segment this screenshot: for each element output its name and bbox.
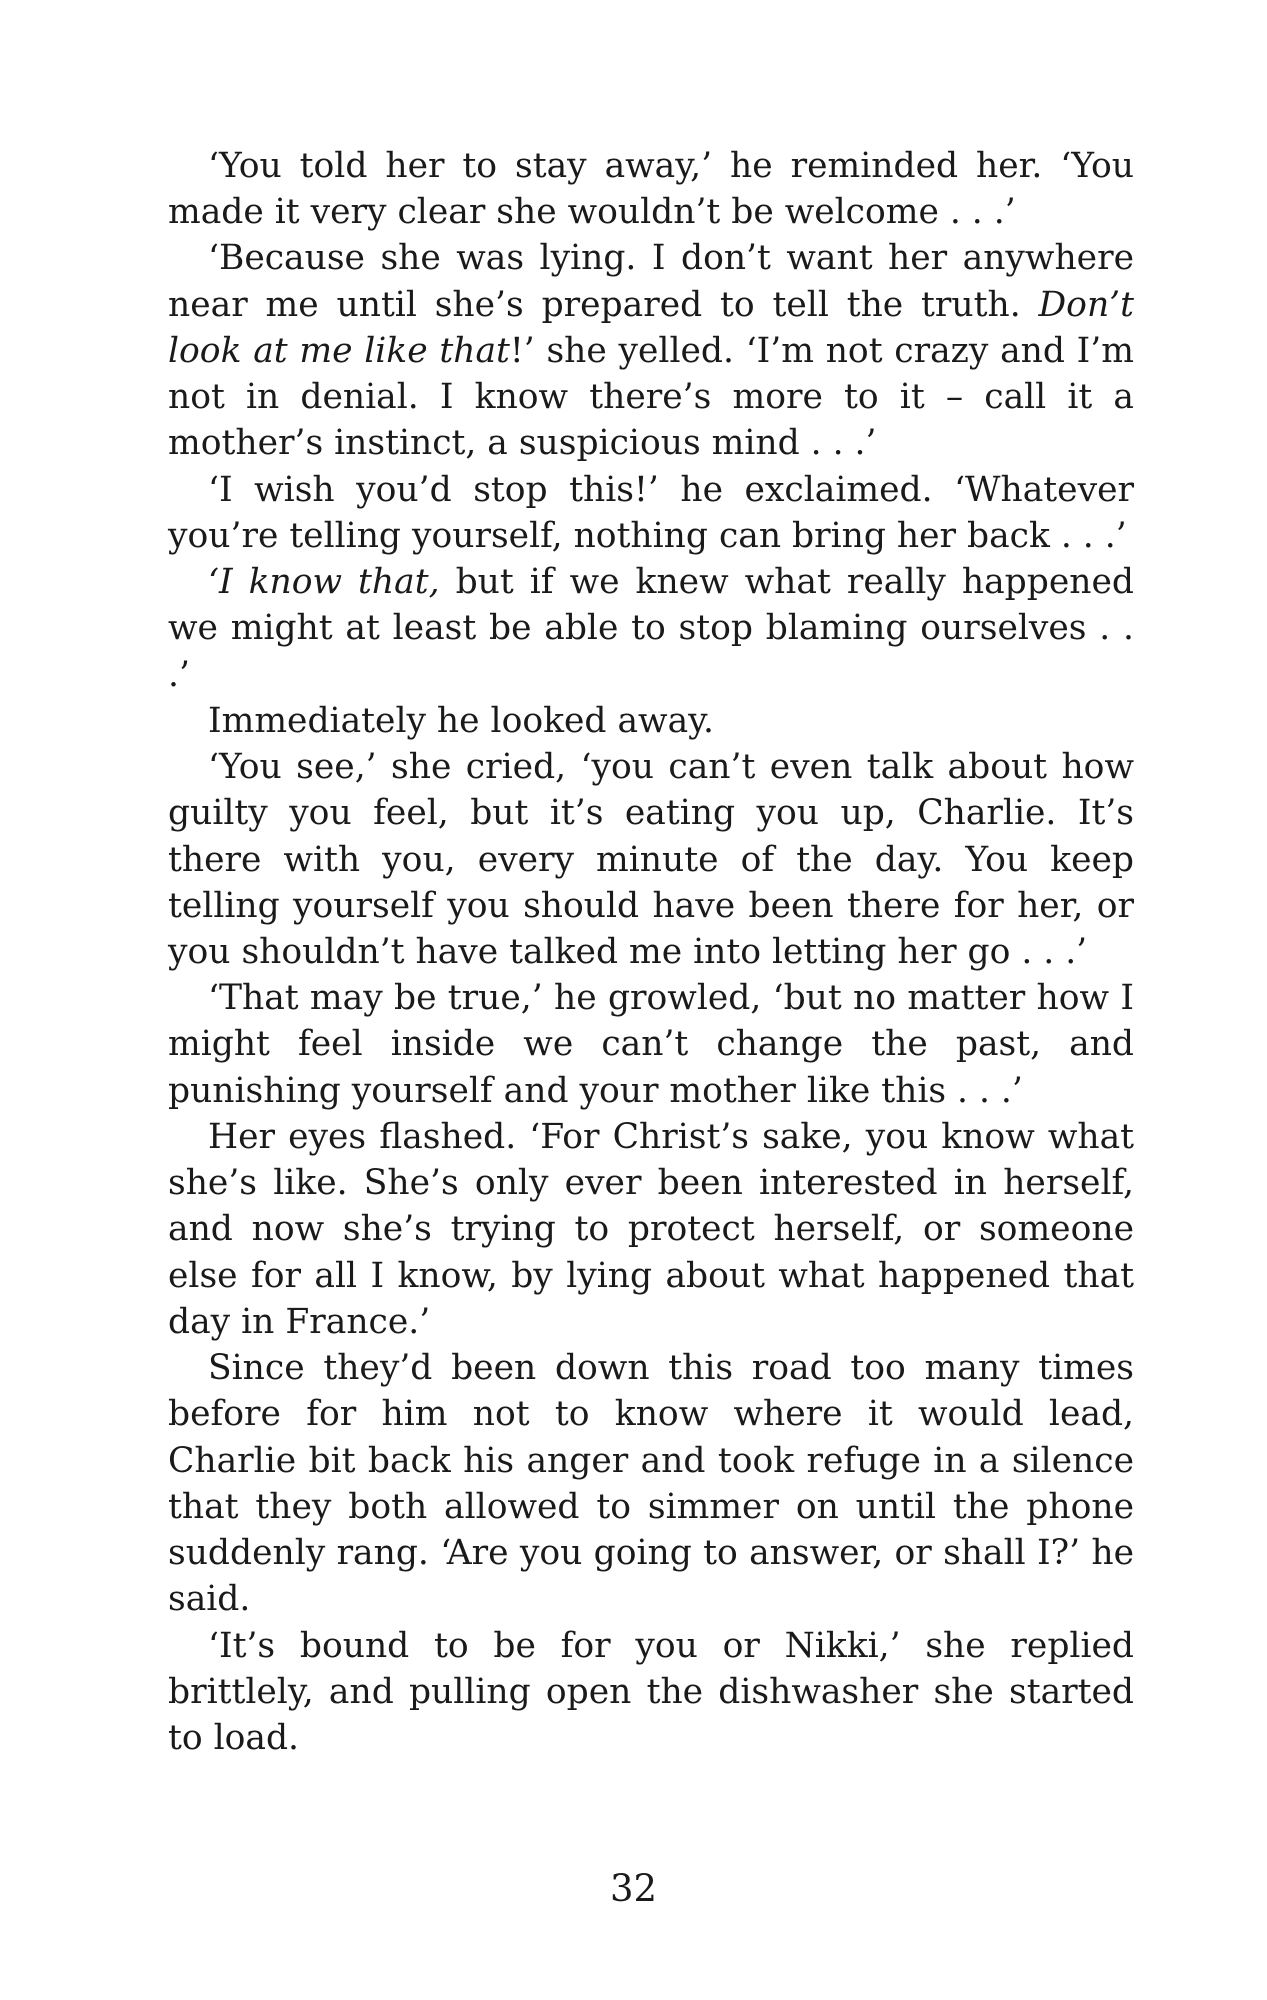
paragraph [168,559,1134,698]
text-run: ‘I wish you’d stop this!’ he exclaimed. ‘Whatever you’re telling yourself, nothing can bring her back . . .’ [168,469,1134,556]
paragraph [168,235,1134,466]
paragraph [168,744,1134,975]
text-run: ‘You see,’ she cried, ‘you can’t even talk about how guilty you feel, but it’s eating you up, Charlie. It’s there with you, every minute of the day. You keep telling yourself you should have been there for her, or you shouldn’t have talked me into letting her go . . .’ [168,747,1134,972]
paragraph [168,1623,1134,1762]
text-run: but if we knew what really happened we might at least be able to stop blaming ourselves . . .’ [168,562,1134,695]
text-run: ‘Because she was lying. I don’t want her anywhere near me until she’s prepared to tell the truth. [168,238,1134,325]
paragraph [168,143,1134,235]
text-run: ‘You told her to stay away,’ he reminded her. ‘You made it very clear she wouldn’t be welcome . . .’ [168,146,1134,233]
text-run: Her eyes flashed. ‘For Christ’s sake, you know what she’s like. She’s only ever been interested in herself, and now she’s trying to protect herself, or someone else for all I know, by lying about what happened that day in France.’ [168,1116,1134,1342]
text-run: !’ she yelled. ‘I’m not crazy and I’m not in denial. I know there’s more to it – call it a mother’s instinct, a suspicious mind . . .’ [168,330,1134,464]
text-run: ‘It’s bound to be for you or Nikki,’ she replied brittlely, and pulling open the dishwasher she started to load. [168,1625,1134,1758]
page-number: 32 [609,1867,658,1910]
paragraph [168,1345,1134,1622]
paragraph [168,698,1134,744]
body-text [168,143,1134,1761]
text-run: ‘That may be true,’ he growled, ‘but no matter how I might feel inside we can’t change the past, and punishing yourself and your mother like this . . .’ [168,978,1134,1111]
text-run: Since they’d been down this road too many times before for him not to know where it would lead, Charlie bit back his anger and took refuge in a silence that they both allowed to simmer on until the phone suddenly rang. ‘Are you going to answer, or shall I?’ he said. [168,1348,1134,1620]
italic-text: Don’t look at me like that [168,284,1134,371]
paragraph [168,467,1134,559]
paragraph [168,975,1134,1114]
italic-text: ‘I know that, [208,562,440,603]
text-run: Immediately he looked away. [208,700,715,741]
paragraph [168,1114,1134,1345]
